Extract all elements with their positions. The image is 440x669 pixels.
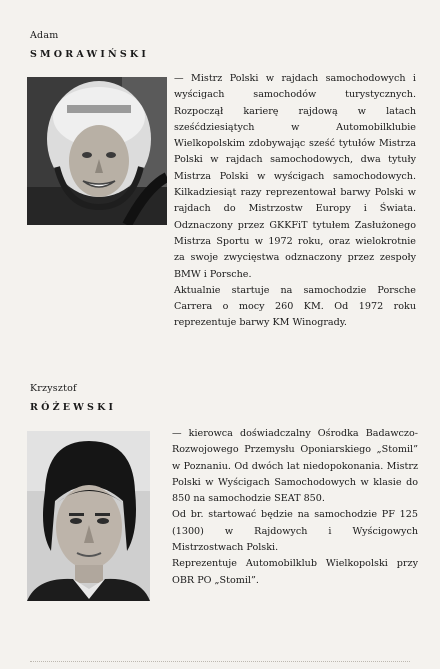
person2-firstname: Krzysztof	[30, 383, 77, 394]
person2-surname: RÓŻEWSKI	[30, 402, 117, 413]
portrait-helmet-driver	[27, 77, 167, 225]
person1-bio	[174, 71, 416, 332]
person2-bio-paragraph: Od br. startować będzie na samochodzie PF 125 (1300) w Rajdowych i Wyścigowych Mistrzostwach Polski.	[172, 509, 418, 554]
page-bottom-edge	[30, 661, 410, 665]
person1-bio-paragraph: Aktualnie startuje na samochodzie Porsche Carrera o mocy 260 KM. Od 1972 roku reprezentuje barwy KM Winogrady.	[174, 284, 416, 329]
person2-photo	[27, 431, 150, 601]
person2-bio	[172, 426, 418, 589]
person1-photo	[27, 77, 167, 225]
person1-firstname: Adam	[30, 30, 59, 41]
portrait-young-man	[27, 431, 150, 601]
person1-surname: SMORAWIŃSKI	[30, 49, 150, 60]
person2-bio-paragraph: — kierowca doświadczalny Ośrodka Badawczo-Rozwojowego Przemysłu Oponiarskiego „Stomil” w Poznaniu. Od dwóch lat niedopokonania. Mistrz Polski w Wyścigach Samochodowych w klasie do 850 na samochodzie SEAT 850.	[172, 428, 418, 505]
person1-bio-paragraph: — Mistrz Polski w rajdach samochodowych i wyścigach samochodów turystycznych. Rozpoczął karierę rajdową w latach sześćdziesiątych w Automobilklubie Wielkopolskim zdobywając sześć tytułów Mistrza Polski w rajdach samochodowych, dwa tytuły Mistrza Polski w wyścigach samochodowych. Kilkadziesiąt razy reprezentował barwy Polski w rajdach do Mistrzostw Europy i Świata. Odznaczony przez GKKFiT tytułem Zasłużonego Mistrza Sportu w 1972 roku, oraz wielokrotnie za swoje zwycięstwa odznaczony przez zespoły BMW i Porsche.	[174, 73, 416, 280]
person2-bio-paragraph: Reprezentuje Automobilklub Wielkopolski przy OBR PO „Stomil”.	[172, 558, 418, 586]
